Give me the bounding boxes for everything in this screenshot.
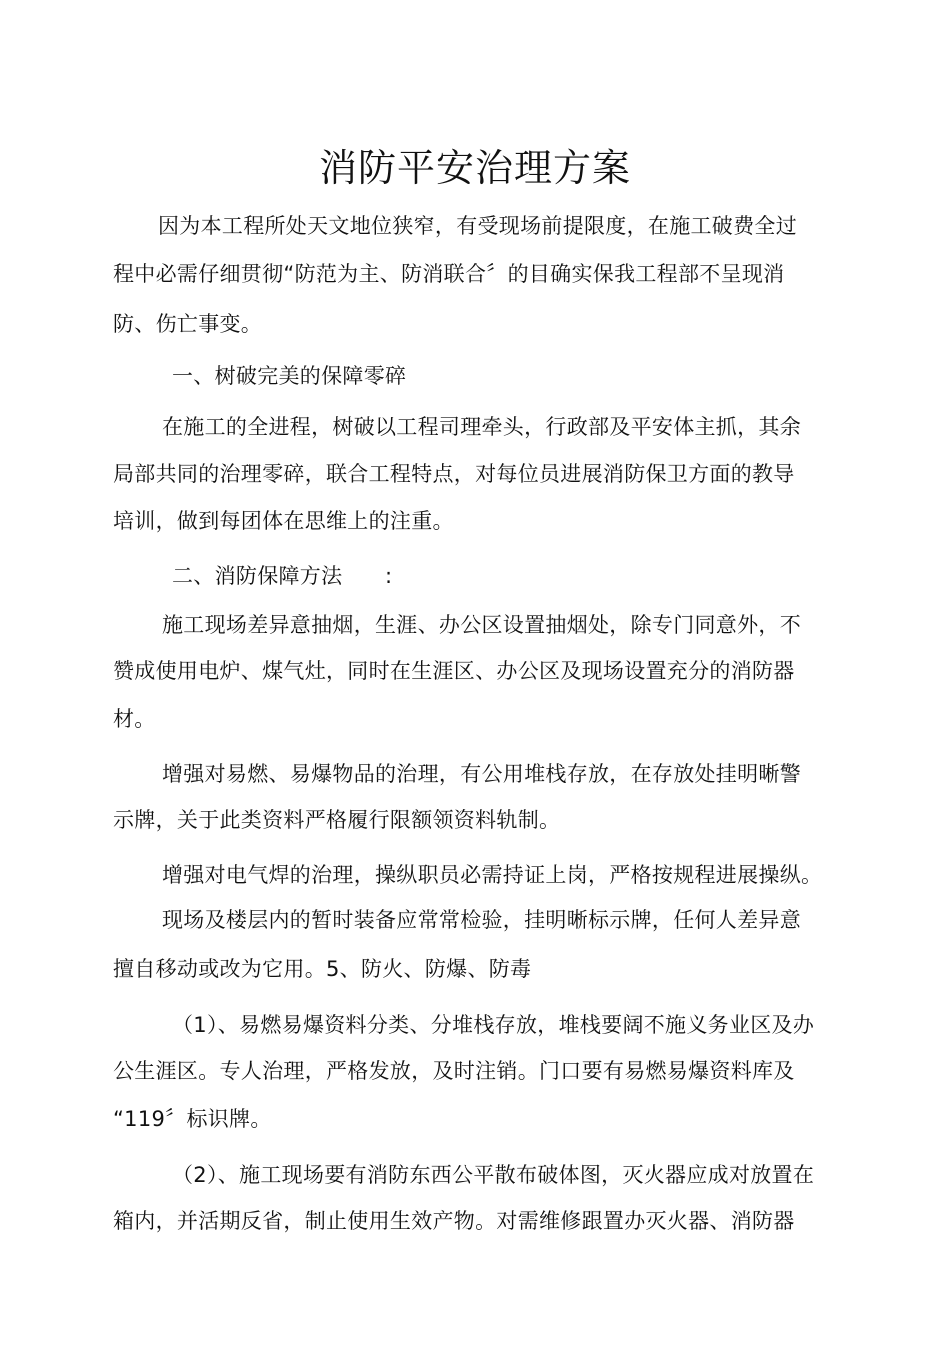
paragraph-intro-line-1: 因为本工程所处天文地位狭窄，有受现场前提限度，在施工破费全过 bbox=[158, 214, 797, 238]
paragraph-7-line-2: 箱内，并活期反省，制止使用生效产物。对需维修跟置办灭火器、消防器 bbox=[113, 1209, 795, 1233]
paragraph-6-line-2: 公生涯区。专人治理，严格发放，及时注销。门口要有易燃易爆资料库及 bbox=[113, 1059, 795, 1083]
paragraph-2-line-2: 赞成使用电炉、煤气灶，同时在生涯区、办公区及现场设置充分的消防器 bbox=[113, 659, 795, 683]
paragraph-7-line-1: （2）、施工现场要有消防东西公平散布破体图，灭火器应成对放置在 bbox=[172, 1163, 815, 1187]
paragraph-1-line-2: 局部共同的治理零碎，联合工程特点，对每位员进展消防保卫方面的教导 bbox=[113, 462, 795, 486]
paragraph-6-line-1: （1）、易燃易爆资料分类、分堆栈存放，堆栈要阔不施义务业区及办 bbox=[172, 1013, 815, 1037]
paragraph-6-line-3: “119〞标识牌。 bbox=[113, 1107, 272, 1131]
paragraph-5-line-2: 擅自移动或改为它用。5、防火、防爆、防毒 bbox=[113, 957, 532, 981]
paragraph-5-line-1: 现场及楼层内的暂时装备应常常检验，挂明晰标示牌，任何人差异意 bbox=[162, 908, 801, 932]
paragraph-2-line-3: 材。 bbox=[113, 707, 156, 731]
paragraph-3-line-1: 增强对易燃、易爆物品的治理，有公用堆栈存放，在存放处挂明晰警 bbox=[162, 762, 801, 786]
paragraph-3-line-2: 示牌，关于此类资料严格履行限额领资料轨制。 bbox=[113, 808, 561, 832]
paragraph-intro-line-2: 程中必需仔细贯彻“防范为主、防消联合〞的目确实保我工程部不呈现消 bbox=[113, 262, 785, 286]
section-heading-2: 二、消防保障方法 : bbox=[172, 564, 393, 588]
section-heading-1: 一、树破完美的保障零碎 bbox=[172, 364, 407, 388]
paragraph-2-line-1: 施工现场差异意抽烟，生涯、办公区设置抽烟处，除专门同意外，不 bbox=[162, 613, 801, 637]
paragraph-1-line-1: 在施工的全进程，树破以工程司理牵头，行政部及平安体主抓，其余 bbox=[162, 415, 801, 439]
paragraph-1-line-3: 培训，做到每团体在思维上的注重。 bbox=[113, 509, 454, 533]
paragraph-intro-line-3: 防、伤亡事变。 bbox=[113, 312, 263, 336]
document-title: 消防平安治理方案 bbox=[318, 146, 631, 190]
paragraph-4-line-1: 增强对电气焊的治理，操纵职员必需持证上岗，严格按规程进展操纵。 bbox=[162, 863, 823, 887]
